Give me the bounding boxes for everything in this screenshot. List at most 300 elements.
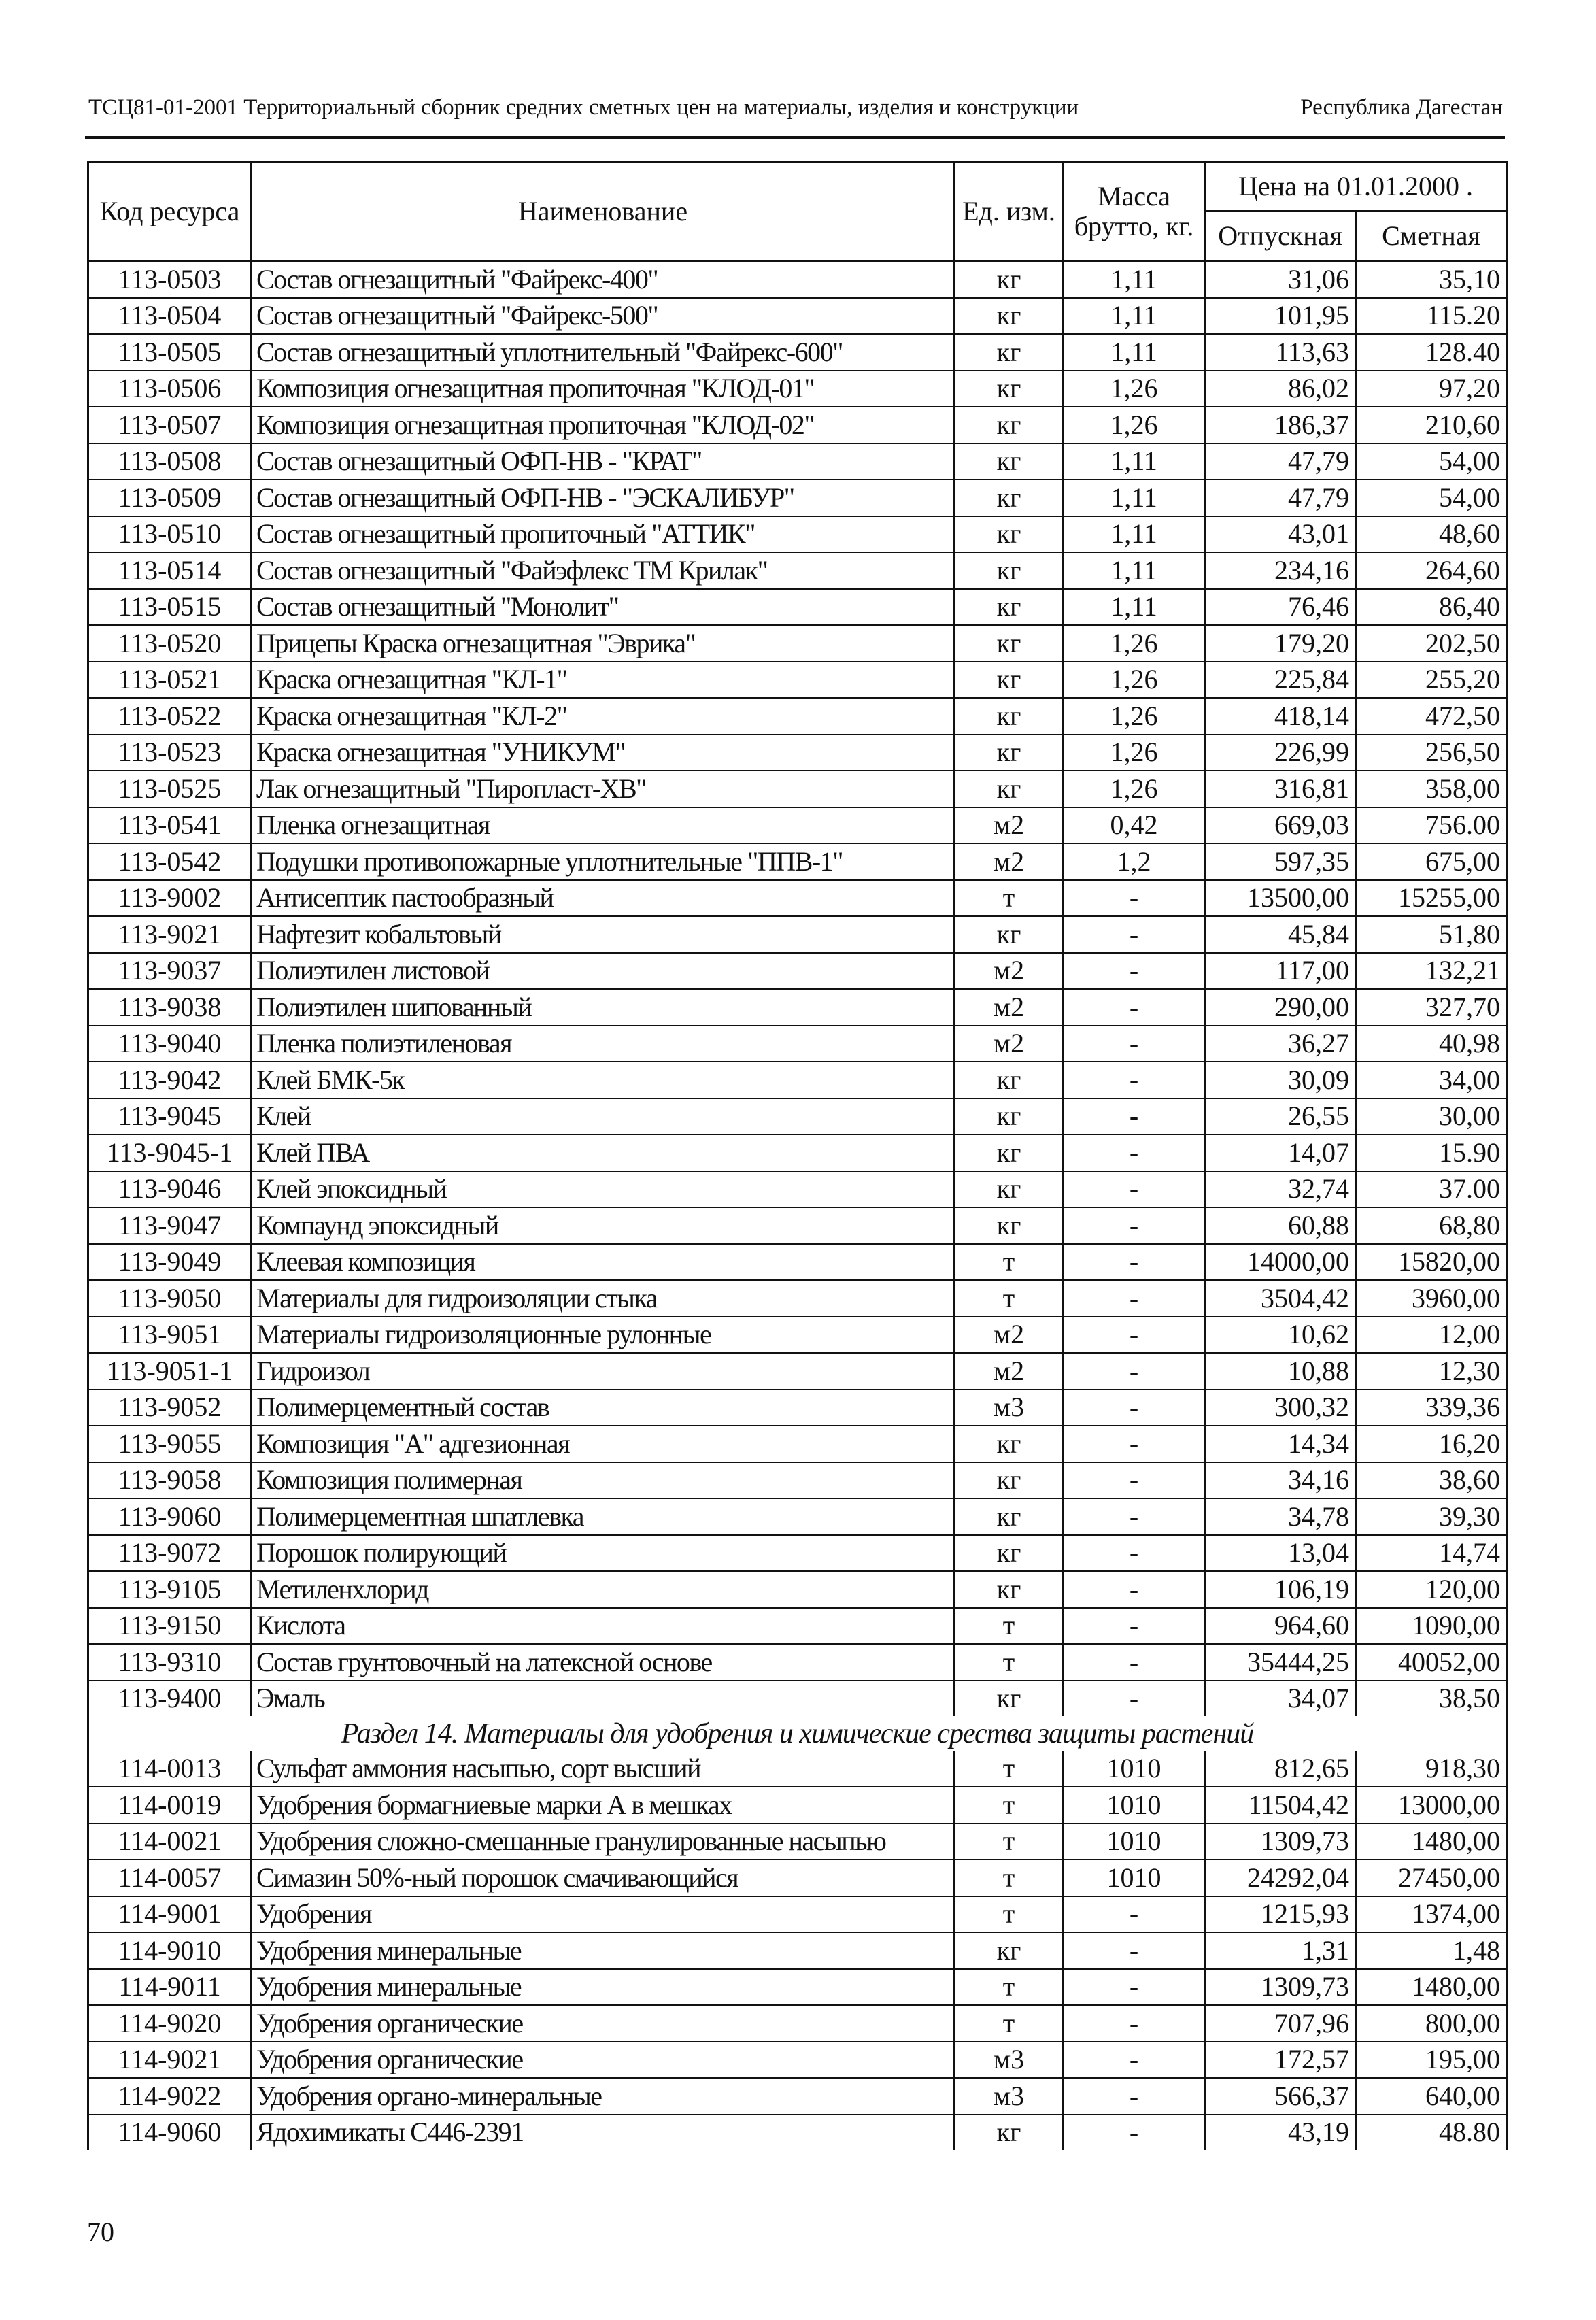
release-price-cell: 669,03 xyxy=(1205,807,1356,844)
resource-code-cell: 114-9020 xyxy=(88,2005,252,2042)
release-price-cell: 10,88 xyxy=(1205,1353,1356,1390)
unit-cell: кг xyxy=(955,516,1064,553)
table-row xyxy=(88,1207,1507,1244)
name-cell: Состав огнезащитный ОФП-НВ - "КРАТ" xyxy=(252,443,955,480)
unit-cell: т xyxy=(955,880,1064,917)
name-cell: Сульфат аммония насыпью, сорт высший xyxy=(252,1751,955,1787)
table-row xyxy=(88,516,1507,553)
release-price-cell: 60,88 xyxy=(1205,1207,1356,1244)
resource-code-cell: 113-0523 xyxy=(88,735,252,771)
estimate-price-cell: 16,20 xyxy=(1356,1426,1507,1462)
estimate-price-cell: 14,74 xyxy=(1356,1535,1507,1572)
table-row xyxy=(88,2042,1507,2079)
name-cell: Удобрения органические xyxy=(252,2042,955,2079)
resource-code-cell: 113-9042 xyxy=(88,1062,252,1098)
table-row xyxy=(88,1026,1507,1062)
mass-cell: - xyxy=(1064,989,1205,1026)
estimate-price-cell: 51,80 xyxy=(1356,916,1507,953)
unit-cell: кг xyxy=(955,298,1064,335)
table-body-section-13 xyxy=(88,261,1507,1717)
resource-code-cell: 113-0514 xyxy=(88,552,252,589)
col-header-unit: Ед. изм. xyxy=(955,162,1064,261)
name-cell: Нафтезит кобальтовый xyxy=(252,916,955,953)
unit-cell: т xyxy=(955,1751,1064,1787)
table-row xyxy=(88,443,1507,480)
table-row xyxy=(88,880,1507,917)
estimate-price-cell: 1374,00 xyxy=(1356,1896,1507,1933)
resource-code-cell: 114-9060 xyxy=(88,2115,252,2151)
estimate-price-cell: 15820,00 xyxy=(1356,1244,1507,1281)
resource-code-cell: 113-9047 xyxy=(88,1207,252,1244)
table-row xyxy=(88,1098,1507,1135)
resource-code-cell: 113-0510 xyxy=(88,516,252,553)
unit-cell: т xyxy=(955,1608,1064,1645)
unit-cell: кг xyxy=(955,771,1064,807)
table-row xyxy=(88,1498,1507,1535)
release-price-cell: 47,79 xyxy=(1205,443,1356,480)
unit-cell: м2 xyxy=(955,807,1064,844)
table-row xyxy=(88,1171,1507,1208)
mass-cell: - xyxy=(1064,1390,1205,1426)
mass-cell: 1010 xyxy=(1064,1787,1205,1823)
estimate-price-cell: 115.20 xyxy=(1356,298,1507,335)
estimate-price-cell: 120,00 xyxy=(1356,1571,1507,1608)
mass-cell: - xyxy=(1064,1353,1205,1390)
name-cell: Состав огнезащитный уплотнительный "Файрекс-600" xyxy=(252,334,955,371)
table-row xyxy=(88,1969,1507,2006)
estimate-price-cell: 255,20 xyxy=(1356,662,1507,699)
estimate-price-cell: 35,10 xyxy=(1356,261,1507,298)
estimate-price-cell: 918,30 xyxy=(1356,1751,1507,1787)
unit-cell: м2 xyxy=(955,1353,1064,1390)
name-cell: Состав огнезащитный "Монолит" xyxy=(252,589,955,626)
name-cell: Удобрения сложно-смешанные гранулированные насыпью xyxy=(252,1823,955,1860)
table-row xyxy=(88,261,1507,298)
unit-cell: т xyxy=(955,1244,1064,1281)
name-cell: Клей БМК-5к xyxy=(252,1062,955,1098)
unit-cell: кг xyxy=(955,1098,1064,1135)
resource-code-cell: 113-9150 xyxy=(88,1608,252,1645)
release-price-cell: 34,78 xyxy=(1205,1498,1356,1535)
resource-code-cell: 113-9052 xyxy=(88,1390,252,1426)
unit-cell: кг xyxy=(955,334,1064,371)
release-price-cell: 36,27 xyxy=(1205,1026,1356,1062)
table-row xyxy=(88,1280,1507,1317)
table-row xyxy=(88,843,1507,880)
resource-code-cell: 113-9021 xyxy=(88,916,252,953)
mass-cell: 1,11 xyxy=(1064,334,1205,371)
name-cell: Состав огнезащитный пропиточный "АТТИК" xyxy=(252,516,955,553)
name-cell: Полимерцементный состав xyxy=(252,1390,955,1426)
estimate-price-cell: 756.00 xyxy=(1356,807,1507,844)
section-heading-group xyxy=(88,1716,1507,1751)
release-price-cell: 1309,73 xyxy=(1205,1823,1356,1860)
unit-cell: кг xyxy=(955,1171,1064,1208)
release-price-cell: 418,14 xyxy=(1205,698,1356,735)
estimate-price-cell: 38,50 xyxy=(1356,1681,1507,1717)
mass-cell: - xyxy=(1064,2042,1205,2079)
table-row xyxy=(88,2115,1507,2151)
name-cell: Композиция огнезащитная пропиточная "КЛОД-01" xyxy=(252,371,955,407)
mass-cell: 1,26 xyxy=(1064,662,1205,699)
unit-cell: м2 xyxy=(955,953,1064,990)
resource-code-cell: 113-9040 xyxy=(88,1026,252,1062)
table-row xyxy=(88,1896,1507,1933)
estimate-price-cell: 256,50 xyxy=(1356,735,1507,771)
estimate-price-cell: 15.90 xyxy=(1356,1134,1507,1171)
mass-cell: 1,2 xyxy=(1064,843,1205,880)
release-price-cell: 47,79 xyxy=(1205,480,1356,516)
resource-code-cell: 113-9105 xyxy=(88,1571,252,1608)
name-cell: Краска огнезащитная "УНИКУМ" xyxy=(252,735,955,771)
mass-cell: 1,11 xyxy=(1064,589,1205,626)
table-row xyxy=(88,698,1507,735)
estimate-price-cell: 40052,00 xyxy=(1356,1644,1507,1681)
mass-cell: 1,26 xyxy=(1064,407,1205,443)
resource-code-cell: 113-0542 xyxy=(88,843,252,880)
release-price-cell: 964,60 xyxy=(1205,1608,1356,1645)
release-price-cell: 76,46 xyxy=(1205,589,1356,626)
unit-cell: м2 xyxy=(955,989,1064,1026)
resource-code-cell: 113-9046 xyxy=(88,1171,252,1208)
release-price-cell: 34,07 xyxy=(1205,1681,1356,1717)
release-price-cell: 86,02 xyxy=(1205,371,1356,407)
resource-code-cell: 113-0515 xyxy=(88,589,252,626)
resource-code-cell: 114-0019 xyxy=(88,1787,252,1823)
mass-cell: - xyxy=(1064,1969,1205,2006)
table-row xyxy=(88,1681,1507,1717)
mass-cell: - xyxy=(1064,2005,1205,2042)
mass-cell: - xyxy=(1064,1244,1205,1281)
release-price-cell: 13500,00 xyxy=(1205,880,1356,917)
estimate-price-cell: 40,98 xyxy=(1356,1026,1507,1062)
table-row xyxy=(88,2078,1507,2115)
unit-cell: кг xyxy=(955,1498,1064,1535)
unit-cell: т xyxy=(955,1644,1064,1681)
mass-cell: - xyxy=(1064,1317,1205,1354)
estimate-price-cell: 358,00 xyxy=(1356,771,1507,807)
unit-cell: т xyxy=(955,2005,1064,2042)
estimate-price-cell: 800,00 xyxy=(1356,2005,1507,2042)
estimate-price-cell: 13000,00 xyxy=(1356,1787,1507,1823)
unit-cell: м2 xyxy=(955,843,1064,880)
estimate-price-cell: 472,50 xyxy=(1356,698,1507,735)
name-cell: Удобрения органо-минеральные xyxy=(252,2078,955,2115)
estimate-price-cell: 327,70 xyxy=(1356,989,1507,1026)
resource-code-cell: 113-9060 xyxy=(88,1498,252,1535)
unit-cell: кг xyxy=(955,2115,1064,2151)
mass-cell: 1,11 xyxy=(1064,480,1205,516)
release-price-cell: 43,19 xyxy=(1205,2115,1356,2151)
mass-cell: - xyxy=(1064,1681,1205,1717)
resource-code-cell: 113-9049 xyxy=(88,1244,252,1281)
release-price-cell: 10,62 xyxy=(1205,1317,1356,1354)
release-price-cell: 11504,42 xyxy=(1205,1787,1356,1823)
col-header-mass: Масса брутто, кг. xyxy=(1064,162,1205,261)
section-title: Раздел 14. Материалы для удобрения и химические срества защиты растений xyxy=(88,1716,1507,1751)
name-cell: Краска огнезащитная "КЛ-1" xyxy=(252,662,955,699)
release-price-cell: 45,84 xyxy=(1205,916,1356,953)
mass-cell: 1010 xyxy=(1064,1823,1205,1860)
release-price-cell: 566,37 xyxy=(1205,2078,1356,2115)
release-price-cell: 13,04 xyxy=(1205,1535,1356,1572)
resource-code-cell: 114-9010 xyxy=(88,1932,252,1969)
resource-code-cell: 113-9055 xyxy=(88,1426,252,1462)
table-row xyxy=(88,589,1507,626)
mass-cell: - xyxy=(1064,1896,1205,1933)
unit-cell: кг xyxy=(955,1462,1064,1499)
release-price-cell: 1,31 xyxy=(1205,1932,1356,1969)
name-cell: Пленка огнезащитная xyxy=(252,807,955,844)
mass-cell: 1,26 xyxy=(1064,698,1205,735)
resource-code-cell: 113-9051 xyxy=(88,1317,252,1354)
mass-cell: - xyxy=(1064,1608,1205,1645)
release-price-cell: 172,57 xyxy=(1205,2042,1356,2079)
table-row xyxy=(88,1390,1507,1426)
release-price-cell: 707,96 xyxy=(1205,2005,1356,2042)
mass-cell: 1,11 xyxy=(1064,298,1205,335)
section-row xyxy=(88,1716,1507,1751)
release-price-cell: 186,37 xyxy=(1205,407,1356,443)
resource-code-cell: 113-0504 xyxy=(88,298,252,335)
table-row xyxy=(88,916,1507,953)
resource-code-cell: 114-9022 xyxy=(88,2078,252,2115)
release-price-cell: 234,16 xyxy=(1205,552,1356,589)
name-cell: Состав огнезащитный ОФП-НВ - "ЭСКАЛИБУР" xyxy=(252,480,955,516)
mass-cell: 1,11 xyxy=(1064,552,1205,589)
release-price-cell: 14,34 xyxy=(1205,1426,1356,1462)
unit-cell: кг xyxy=(955,552,1064,589)
unit-cell: кг xyxy=(955,1571,1064,1608)
resource-code-cell: 113-9038 xyxy=(88,989,252,1026)
resource-code-cell: 113-9045-1 xyxy=(88,1134,252,1171)
estimate-price-cell: 86,40 xyxy=(1356,589,1507,626)
unit-cell: кг xyxy=(955,1535,1064,1572)
resource-code-cell: 114-9011 xyxy=(88,1969,252,2006)
estimate-price-cell: 1480,00 xyxy=(1356,1969,1507,2006)
estimate-price-cell: 210,60 xyxy=(1356,407,1507,443)
name-cell: Антисептик пастообразный xyxy=(252,880,955,917)
resource-code-cell: 113-0525 xyxy=(88,771,252,807)
mass-cell: 1,26 xyxy=(1064,625,1205,662)
resource-code-cell: 113-0508 xyxy=(88,443,252,480)
mass-cell: 1,11 xyxy=(1064,443,1205,480)
name-cell: Состав огнезащитный "Файэфлекс ТМ Крилак" xyxy=(252,552,955,589)
name-cell: Эмаль xyxy=(252,1681,955,1717)
region-title: Республика Дагестан xyxy=(1300,95,1503,120)
unit-cell: кг xyxy=(955,698,1064,735)
unit-cell: кг xyxy=(955,589,1064,626)
mass-cell: - xyxy=(1064,1171,1205,1208)
col-header-name: Наименование xyxy=(252,162,955,261)
estimate-price-cell: 264,60 xyxy=(1356,552,1507,589)
table-row xyxy=(88,407,1507,443)
name-cell: Состав огнезащитный "Файрекс-400" xyxy=(252,261,955,298)
table-row xyxy=(88,1823,1507,1860)
unit-cell: кг xyxy=(955,407,1064,443)
table-row xyxy=(88,334,1507,371)
resource-code-cell: 113-0507 xyxy=(88,407,252,443)
mass-cell: - xyxy=(1064,1426,1205,1462)
name-cell: Гидроизол xyxy=(252,1353,955,1390)
price-table xyxy=(87,161,1508,2150)
release-price-cell: 597,35 xyxy=(1205,843,1356,880)
mass-cell: - xyxy=(1064,953,1205,990)
table-row xyxy=(88,1787,1507,1823)
estimate-price-cell: 68,80 xyxy=(1356,1207,1507,1244)
resource-code-cell: 113-0521 xyxy=(88,662,252,699)
mass-cell: - xyxy=(1064,1571,1205,1608)
table-row xyxy=(88,1244,1507,1281)
release-price-cell: 117,00 xyxy=(1205,953,1356,990)
unit-cell: м2 xyxy=(955,1026,1064,1062)
release-price-cell: 26,55 xyxy=(1205,1098,1356,1135)
resource-code-cell: 113-0505 xyxy=(88,334,252,371)
table-row xyxy=(88,1062,1507,1098)
estimate-price-cell: 675,00 xyxy=(1356,843,1507,880)
estimate-price-cell: 3960,00 xyxy=(1356,1280,1507,1317)
unit-cell: кг xyxy=(955,1134,1064,1171)
resource-code-cell: 113-9037 xyxy=(88,953,252,990)
release-price-cell: 225,84 xyxy=(1205,662,1356,699)
mass-cell: - xyxy=(1064,880,1205,917)
unit-cell: т xyxy=(955,1969,1064,2006)
name-cell: Краска огнезащитная "КЛ-2" xyxy=(252,698,955,735)
col-header-estimate-price: Сметная xyxy=(1356,212,1507,261)
resource-code-cell: 113-0520 xyxy=(88,625,252,662)
table-row xyxy=(88,1751,1507,1787)
release-price-cell: 14,07 xyxy=(1205,1134,1356,1171)
estimate-price-cell: 38,60 xyxy=(1356,1462,1507,1499)
mass-cell: - xyxy=(1064,1644,1205,1681)
name-cell: Порошок полирующий xyxy=(252,1535,955,1572)
table-row xyxy=(88,1353,1507,1390)
unit-cell: м2 xyxy=(955,1317,1064,1354)
table-row xyxy=(88,1932,1507,1969)
unit-cell: м3 xyxy=(955,1390,1064,1426)
unit-cell: т xyxy=(955,1787,1064,1823)
table-row xyxy=(88,1134,1507,1171)
release-price-cell: 24292,04 xyxy=(1205,1860,1356,1896)
release-price-cell: 226,99 xyxy=(1205,735,1356,771)
unit-cell: кг xyxy=(955,625,1064,662)
release-price-cell: 35444,25 xyxy=(1205,1644,1356,1681)
table-row xyxy=(88,662,1507,699)
estimate-price-cell: 37.00 xyxy=(1356,1171,1507,1208)
unit-cell: кг xyxy=(955,261,1064,298)
name-cell: Удобрения органические xyxy=(252,2005,955,2042)
estimate-price-cell: 195,00 xyxy=(1356,2042,1507,2079)
mass-cell: - xyxy=(1064,1280,1205,1317)
name-cell: Композиция полимерная xyxy=(252,1462,955,1499)
estimate-price-cell: 39,30 xyxy=(1356,1498,1507,1535)
resource-code-cell: 113-9072 xyxy=(88,1535,252,1572)
unit-cell: кг xyxy=(955,1932,1064,1969)
mass-cell: 0,42 xyxy=(1064,807,1205,844)
unit-cell: кг xyxy=(955,1207,1064,1244)
mass-cell: - xyxy=(1064,2115,1205,2151)
resource-code-cell: 113-9002 xyxy=(88,880,252,917)
table-body-section-14 xyxy=(88,1751,1507,2151)
unit-cell: кг xyxy=(955,480,1064,516)
unit-cell: кг xyxy=(955,916,1064,953)
name-cell: Клей xyxy=(252,1098,955,1135)
name-cell: Ядохимикаты С446-2391 xyxy=(252,2115,955,2151)
table-row xyxy=(88,1644,1507,1681)
unit-cell: м3 xyxy=(955,2042,1064,2079)
name-cell: Материалы гидроизоляционные рулонные xyxy=(252,1317,955,1354)
name-cell: Материалы для гидроизоляции стыка xyxy=(252,1280,955,1317)
estimate-price-cell: 48,60 xyxy=(1356,516,1507,553)
table-row xyxy=(88,1535,1507,1572)
unit-cell: кг xyxy=(955,1426,1064,1462)
release-price-cell: 1215,93 xyxy=(1205,1896,1356,1933)
table-row xyxy=(88,735,1507,771)
resource-code-cell: 113-0506 xyxy=(88,371,252,407)
estimate-price-cell: 339,36 xyxy=(1356,1390,1507,1426)
name-cell: Удобрения минеральные xyxy=(252,1932,955,1969)
release-price-cell: 30,09 xyxy=(1205,1062,1356,1098)
table-row xyxy=(88,552,1507,589)
resource-code-cell: 113-9058 xyxy=(88,1462,252,1499)
header-rule xyxy=(85,136,1505,139)
mass-cell: 1,11 xyxy=(1064,261,1205,298)
resource-code-cell: 114-0057 xyxy=(88,1860,252,1896)
name-cell: Композиция "А" адгезионная xyxy=(252,1426,955,1462)
unit-cell: т xyxy=(955,1823,1064,1860)
name-cell: Лак огнезащитный "Пиропласт-ХВ" xyxy=(252,771,955,807)
table-row xyxy=(88,625,1507,662)
release-price-cell: 101,95 xyxy=(1205,298,1356,335)
page-header xyxy=(88,95,1503,128)
name-cell: Состав грунтовочный на латексной основе xyxy=(252,1644,955,1681)
release-price-cell: 3504,42 xyxy=(1205,1280,1356,1317)
resource-code-cell: 113-0503 xyxy=(88,261,252,298)
table-row xyxy=(88,1317,1507,1354)
name-cell: Удобрения xyxy=(252,1896,955,1933)
table-row xyxy=(88,1426,1507,1462)
release-price-cell: 14000,00 xyxy=(1205,1244,1356,1281)
mass-cell: 1,26 xyxy=(1064,371,1205,407)
release-price-cell: 106,19 xyxy=(1205,1571,1356,1608)
release-price-cell: 290,00 xyxy=(1205,989,1356,1026)
col-header-price-group: Цена на 01.01.2000 . xyxy=(1205,162,1507,212)
estimate-price-cell: 97,20 xyxy=(1356,371,1507,407)
release-price-cell: 1309,73 xyxy=(1205,1969,1356,2006)
release-price-cell: 34,16 xyxy=(1205,1462,1356,1499)
unit-cell: м3 xyxy=(955,2078,1064,2115)
mass-cell: 1010 xyxy=(1064,1860,1205,1896)
estimate-price-cell: 34,00 xyxy=(1356,1062,1507,1098)
estimate-price-cell: 12,30 xyxy=(1356,1353,1507,1390)
name-cell: Удобрения бормагниевые марки А в мешках xyxy=(252,1787,955,1823)
resource-code-cell: 113-0541 xyxy=(88,807,252,844)
name-cell: Полиэтилен листовой xyxy=(252,953,955,990)
estimate-price-cell: 54,00 xyxy=(1356,480,1507,516)
mass-cell: 1010 xyxy=(1064,1751,1205,1787)
mass-cell: - xyxy=(1064,1062,1205,1098)
estimate-price-cell: 30,00 xyxy=(1356,1098,1507,1135)
estimate-price-cell: 48.80 xyxy=(1356,2115,1507,2151)
mass-cell: - xyxy=(1064,1535,1205,1572)
release-price-cell: 179,20 xyxy=(1205,625,1356,662)
resource-code-cell: 113-9400 xyxy=(88,1681,252,1717)
table-row xyxy=(88,1860,1507,1896)
table-row xyxy=(88,1462,1507,1499)
mass-cell: 1,26 xyxy=(1064,771,1205,807)
mass-cell: - xyxy=(1064,1098,1205,1135)
table-row xyxy=(88,1608,1507,1645)
